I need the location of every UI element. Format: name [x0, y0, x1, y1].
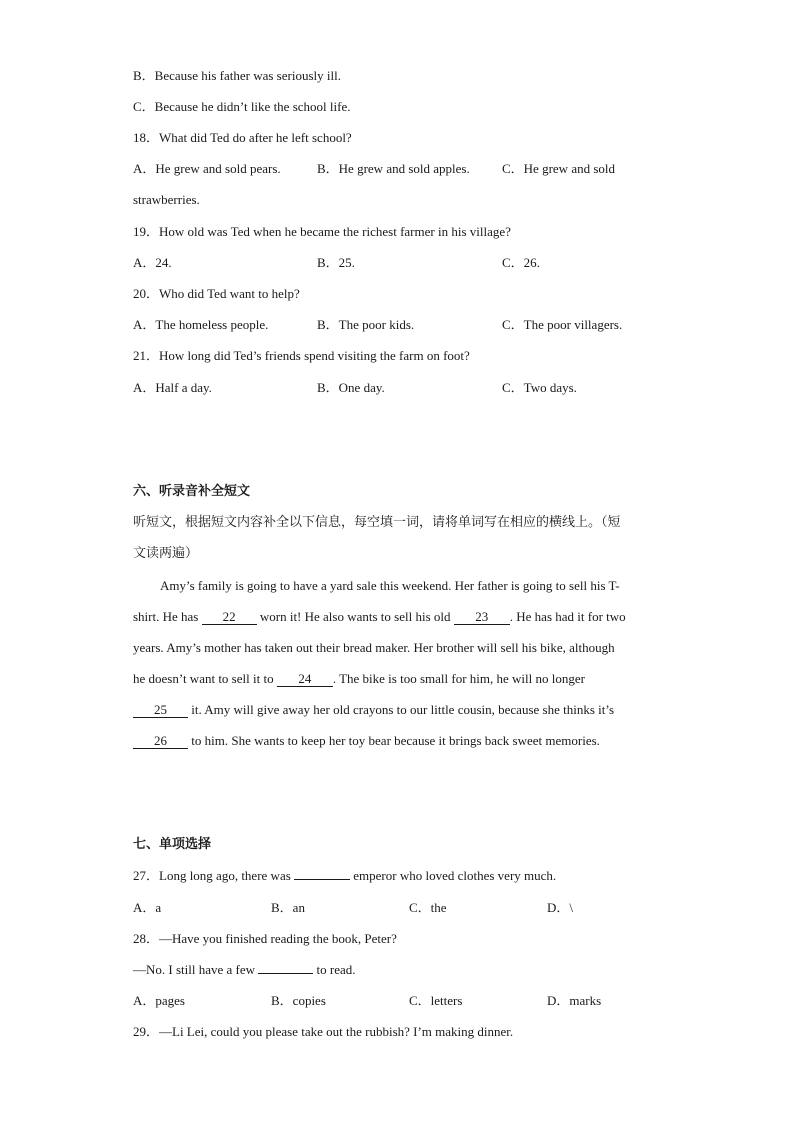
q20-option-a[interactable]: A．The homeless people. — [133, 317, 269, 332]
q19-option-b[interactable]: B．25. — [317, 255, 355, 270]
q21-option-a[interactable]: A．Half a day. — [133, 380, 212, 395]
q18-option-c[interactable]: C．He grew and sold — [502, 161, 616, 176]
q27-blank[interactable] — [294, 879, 350, 880]
q29-stem: 29．—Li Lei, could you please take out the rubbish? I’m making dinner. — [133, 1024, 514, 1039]
blank-22[interactable]: 22 — [202, 609, 257, 625]
q18-option-c-continued: strawberries. — [133, 192, 200, 207]
q27-stem-text: emperor who loved clothes very much. — [350, 868, 557, 883]
q18-option-a[interactable]: A．He grew and sold pears. — [133, 161, 281, 176]
q18-option-b[interactable]: B．He grew and sold apples. — [317, 161, 470, 176]
passage-line-3: years. Amy’s mother has taken out their bread maker. Her brother will sell his bike, although — [133, 640, 615, 655]
passage-line-1: Amy’s family is going to have a yard sale this weekend. Her father is going to sell his T- — [160, 578, 620, 593]
q17-option-b[interactable]: B．Because his father was seriously ill. — [133, 68, 341, 83]
blank-23[interactable]: 23 — [454, 609, 510, 625]
blank-26[interactable]: 26 — [133, 733, 188, 749]
passage-line-2 — [133, 608, 626, 626]
q27-option-a[interactable]: A．a — [133, 900, 162, 915]
passage-text: . He has had it for two — [509, 609, 626, 624]
section6-heading: 六、听录音补全短文 — [133, 484, 251, 499]
q28-reply — [133, 961, 356, 979]
blank-25[interactable]: 25 — [133, 702, 188, 718]
passage-line-5 — [133, 701, 614, 719]
q27-option-b[interactable]: B．an — [271, 900, 305, 915]
passage-text: worn it! He also wants to sell his old — [256, 609, 454, 624]
section7-heading: 七、单项选择 — [133, 837, 212, 852]
section6-instruction-cont: 文读两遍） — [133, 546, 199, 561]
q28-reply-text: —No. I still have a few — [133, 962, 259, 977]
blank-24[interactable]: 24 — [277, 671, 333, 687]
q28-option-d[interactable]: D．marks — [547, 993, 602, 1008]
q27-stem-text: 27．Long long ago, there was — [133, 868, 295, 883]
passage-text: he doesn’t want to sell it to — [133, 671, 277, 686]
q27-stem — [133, 867, 556, 885]
q20-option-b[interactable]: B．The poor kids. — [317, 317, 415, 332]
passage-text: shirt. He has — [133, 609, 202, 624]
q21-option-c[interactable]: C．Two days. — [502, 380, 577, 395]
q19-option-c[interactable]: C．26. — [502, 255, 540, 270]
q27-option-d[interactable]: D．\ — [547, 900, 574, 915]
q28-option-b[interactable]: B．copies — [271, 993, 326, 1008]
q28-stem: 28．—Have you finished reading the book, Peter? — [133, 931, 397, 946]
q20-option-c[interactable]: C．The poor villagers. — [502, 317, 623, 332]
q27-option-c[interactable]: C．the — [409, 900, 447, 915]
q28-option-c[interactable]: C．letters — [409, 993, 463, 1008]
q28-blank[interactable] — [258, 973, 313, 974]
q19-option-a[interactable]: A．24. — [133, 255, 172, 270]
q28-option-a[interactable]: A．pages — [133, 993, 185, 1008]
q19-stem: 19．How old was Ted when he became the richest farmer in his village? — [133, 224, 511, 239]
q18-stem: 18．What did Ted do after he left school? — [133, 130, 352, 145]
passage-line-4 — [133, 670, 585, 688]
passage-line-6 — [133, 732, 600, 750]
section6-instruction: 听短文，根据短文内容补全以下信息，每空填一词，请将单词写在相应的横线上。（短 — [133, 515, 621, 530]
passage-text: it. Amy will give away her old crayons to our little cousin, because she thinks it’s — [188, 702, 615, 717]
q17-option-c[interactable]: C．Because he didn’t like the school life. — [133, 99, 351, 114]
q20-stem: 20．Who did Ted want to help? — [133, 286, 300, 301]
q21-option-b[interactable]: B．One day. — [317, 380, 385, 395]
passage-text: . The bike is too small for him, he will no longer — [332, 671, 585, 686]
passage-text: to him. She wants to keep her toy bear because it brings back sweet memories. — [188, 733, 600, 748]
q21-stem: 21．How long did Ted’s friends spend visiting the farm on foot? — [133, 348, 470, 363]
q28-reply-text: to read. — [313, 962, 356, 977]
